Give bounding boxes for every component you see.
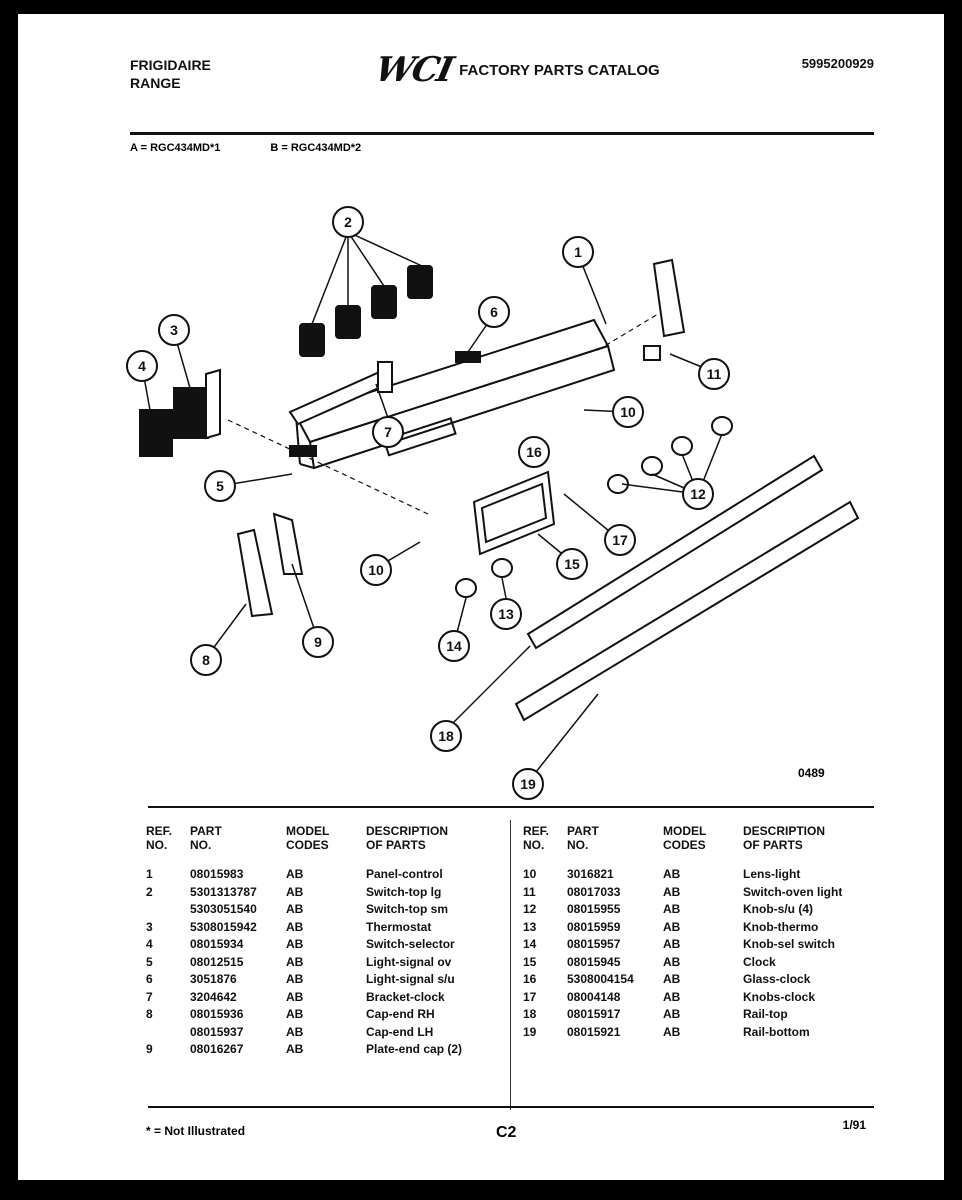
exploded-parts-diagram xyxy=(78,184,878,814)
callout-1: 1 xyxy=(574,244,582,260)
callout-18: 18 xyxy=(438,728,454,744)
part-description: Glass-clock xyxy=(743,972,811,986)
table-bottom-rule xyxy=(148,1106,874,1108)
ref-no: 9 xyxy=(146,1042,153,1056)
brand-name: FRIGIDAIRE xyxy=(130,57,211,73)
part-description: Lens-light xyxy=(743,867,801,881)
part-no: 08012515 xyxy=(190,954,244,969)
table-row xyxy=(146,1006,526,1024)
table-row xyxy=(146,954,526,972)
part-description: Light-signal s/u xyxy=(366,972,455,986)
table-row xyxy=(146,901,526,919)
part-no: 3016821 xyxy=(567,867,614,881)
header-codes: CODES xyxy=(286,838,329,852)
table-row xyxy=(146,884,526,902)
table-row xyxy=(146,1024,526,1042)
not-illustrated-note: * = Not Illustrated xyxy=(146,1124,246,1138)
part-no: 08015937 xyxy=(190,1024,244,1039)
part-no: 3051876 xyxy=(190,972,237,986)
header-ref: REF. xyxy=(146,824,173,838)
callout-14: 14 xyxy=(446,638,462,654)
callout-13: 13 xyxy=(498,606,514,622)
ref-no: 13 xyxy=(523,919,537,934)
ref-no: 10 xyxy=(523,867,537,881)
part-no: 08015983 xyxy=(190,867,244,881)
table-row xyxy=(523,1024,903,1042)
part-description: Knobs-clock xyxy=(743,989,816,1004)
ref-no: 6 xyxy=(146,972,153,986)
model-codes: AB xyxy=(663,972,681,986)
header-part-no: NO. xyxy=(190,838,212,852)
model-codes: AB xyxy=(286,1042,304,1056)
table-top-rule xyxy=(148,806,874,808)
table-row xyxy=(523,866,903,884)
model-codes: AB xyxy=(663,884,681,899)
header-description: DESCRIPTION xyxy=(743,824,826,838)
part-description: Knob-sel switch xyxy=(743,937,836,951)
table-row xyxy=(146,1041,526,1059)
model-b: B = RGC434MD*2 xyxy=(270,142,362,154)
table-row xyxy=(523,1006,903,1024)
model-codes: AB xyxy=(663,902,681,916)
part-no: 5301313787 xyxy=(190,884,257,899)
parts-table-left xyxy=(146,824,526,1059)
ref-no xyxy=(146,901,190,919)
model-codes: AB xyxy=(286,902,304,916)
right-rows xyxy=(523,866,903,1041)
header-part: PART xyxy=(190,824,222,838)
header-rule xyxy=(130,132,874,135)
header-part-no: NO. xyxy=(567,838,589,852)
model-codes: AB xyxy=(286,884,304,899)
part-description: Switch-selector xyxy=(366,937,455,951)
part-description: Switch-top sm xyxy=(366,902,449,916)
model-codes: AB xyxy=(663,1024,681,1039)
ref-no xyxy=(146,1024,190,1042)
part-no: 5308004154 xyxy=(567,972,634,986)
parts-table-right xyxy=(523,824,903,1041)
table-row xyxy=(523,989,903,1007)
model-a: A = RGC434MD*1 xyxy=(130,142,221,154)
part-description: Bracket-clock xyxy=(366,989,445,1004)
part-no: 08015959 xyxy=(567,919,621,934)
callout-9: 9 xyxy=(314,634,322,650)
callout-3: 3 xyxy=(170,322,178,338)
table-row xyxy=(523,884,903,902)
catalog-heading xyxy=(371,50,660,90)
part-description: Switch-top lg xyxy=(366,884,442,899)
header-part: PART xyxy=(567,824,599,838)
callout-16: 16 xyxy=(526,444,542,460)
drawing-number: 0489 xyxy=(798,766,825,780)
page-code: C2 xyxy=(496,1124,517,1141)
model-codes: AB xyxy=(663,954,681,969)
header-ref: REF. xyxy=(523,824,550,838)
callout-8: 8 xyxy=(202,652,210,668)
model-codes: AB xyxy=(286,1024,304,1039)
model-codes: AB xyxy=(663,919,681,934)
thermostat-drawing xyxy=(140,388,208,456)
ref-no: 15 xyxy=(523,954,537,969)
table-row xyxy=(523,971,903,989)
part-description: Rail-top xyxy=(743,1007,788,1021)
date-code: 1/91 xyxy=(842,1118,866,1132)
product-type: RANGE xyxy=(130,75,181,91)
part-no: 08016267 xyxy=(190,1042,244,1056)
header-no: NO. xyxy=(523,838,545,852)
part-description: Plate-end cap (2) xyxy=(366,1042,463,1056)
callout-7: 7 xyxy=(384,424,392,440)
header-model: MODEL xyxy=(663,824,707,838)
catalog-number: 5995200929 xyxy=(801,56,874,71)
table-header xyxy=(146,824,526,866)
ref-no: 8 xyxy=(146,1007,153,1021)
model-codes: AB xyxy=(286,919,304,934)
top-switches-drawing xyxy=(300,266,432,356)
ref-no: 12 xyxy=(523,902,537,916)
callout-11: 11 xyxy=(706,366,722,382)
header-no: NO. xyxy=(146,838,168,852)
part-description: Knob-s/u (4) xyxy=(743,902,813,916)
model-codes: AB xyxy=(663,1007,681,1021)
part-description: Panel-control xyxy=(366,867,443,881)
part-description: Cap-end LH xyxy=(366,1024,434,1039)
ref-no: 18 xyxy=(523,1007,537,1021)
model-codes: AB xyxy=(286,1007,304,1021)
part-description: Cap-end RH xyxy=(366,1007,435,1021)
model-codes: AB xyxy=(663,937,681,951)
model-codes: AB xyxy=(286,954,304,969)
ref-no: 1 xyxy=(146,867,153,881)
callout-12: 12 xyxy=(690,486,706,502)
part-no: 08004148 xyxy=(567,989,621,1004)
part-description: Light-signal ov xyxy=(366,954,452,969)
table-row xyxy=(146,989,526,1007)
header-description: DESCRIPTION xyxy=(366,824,449,838)
ref-no: 14 xyxy=(523,937,537,951)
table-row xyxy=(523,936,903,954)
part-description: Thermostat xyxy=(366,919,432,934)
wci-logo: WCI xyxy=(371,50,456,90)
catalog-page xyxy=(18,14,944,1180)
part-description: Clock xyxy=(743,954,776,969)
ref-no: 7 xyxy=(146,989,153,1004)
callout-2: 2 xyxy=(344,214,352,230)
callout-4: 4 xyxy=(138,358,146,374)
callout-15: 15 xyxy=(564,556,580,572)
model-legend xyxy=(130,142,361,154)
ref-no: 16 xyxy=(523,972,537,986)
model-codes: AB xyxy=(663,867,681,881)
ref-no: 17 xyxy=(523,989,537,1004)
callout-17: 17 xyxy=(612,532,628,548)
part-no: 5308015942 xyxy=(190,919,257,934)
end-plate-drawing xyxy=(274,514,302,574)
part-description: Switch-oven light xyxy=(743,884,843,899)
part-no: 08015934 xyxy=(190,937,244,951)
callout-6: 6 xyxy=(490,304,498,320)
table-row xyxy=(523,919,903,937)
part-no: 5303051540 xyxy=(190,902,257,916)
model-codes: AB xyxy=(286,867,304,881)
model-codes: AB xyxy=(286,972,304,986)
part-no: 08015945 xyxy=(567,954,621,969)
ref-no: 5 xyxy=(146,954,153,969)
part-no: 3204642 xyxy=(190,989,237,1004)
brand-block xyxy=(130,56,211,92)
ref-no: 4 xyxy=(146,937,153,951)
ref-no: 11 xyxy=(523,884,536,899)
part-no: 08015917 xyxy=(567,1007,621,1021)
callout-10: 10 xyxy=(620,404,636,420)
table-header xyxy=(523,824,903,866)
table-row xyxy=(523,954,903,972)
ref-no: 19 xyxy=(523,1024,537,1039)
left-rows xyxy=(146,866,526,1059)
model-codes: AB xyxy=(663,989,681,1004)
header-codes: CODES xyxy=(663,838,706,852)
header-of-parts: OF PARTS xyxy=(743,838,803,852)
catalog-title: FACTORY PARTS CATALOG xyxy=(459,61,660,79)
part-no: 08015921 xyxy=(567,1024,621,1039)
part-description: Knob-thermo xyxy=(743,919,819,934)
part-no: 08015936 xyxy=(190,1007,244,1021)
ref-no: 3 xyxy=(146,919,153,934)
part-no: 08015955 xyxy=(567,902,621,916)
callout-19: 19 xyxy=(520,776,536,792)
part-no: 08017033 xyxy=(567,884,621,899)
part-description: Rail-bottom xyxy=(743,1024,810,1039)
table-row xyxy=(146,866,526,884)
callout-5: 5 xyxy=(216,478,224,494)
ref-no: 2 xyxy=(146,884,153,899)
table-row xyxy=(523,901,903,919)
part-no: 08015957 xyxy=(567,937,621,951)
table-row xyxy=(146,936,526,954)
end-cap-drawing xyxy=(238,530,272,616)
table-row xyxy=(146,919,526,937)
callout-10b: 10 xyxy=(368,562,384,578)
model-codes: AB xyxy=(286,937,304,951)
header-of-parts: OF PARTS xyxy=(366,838,426,852)
table-row xyxy=(146,971,526,989)
header-model: MODEL xyxy=(286,824,330,838)
model-codes: AB xyxy=(286,989,304,1004)
